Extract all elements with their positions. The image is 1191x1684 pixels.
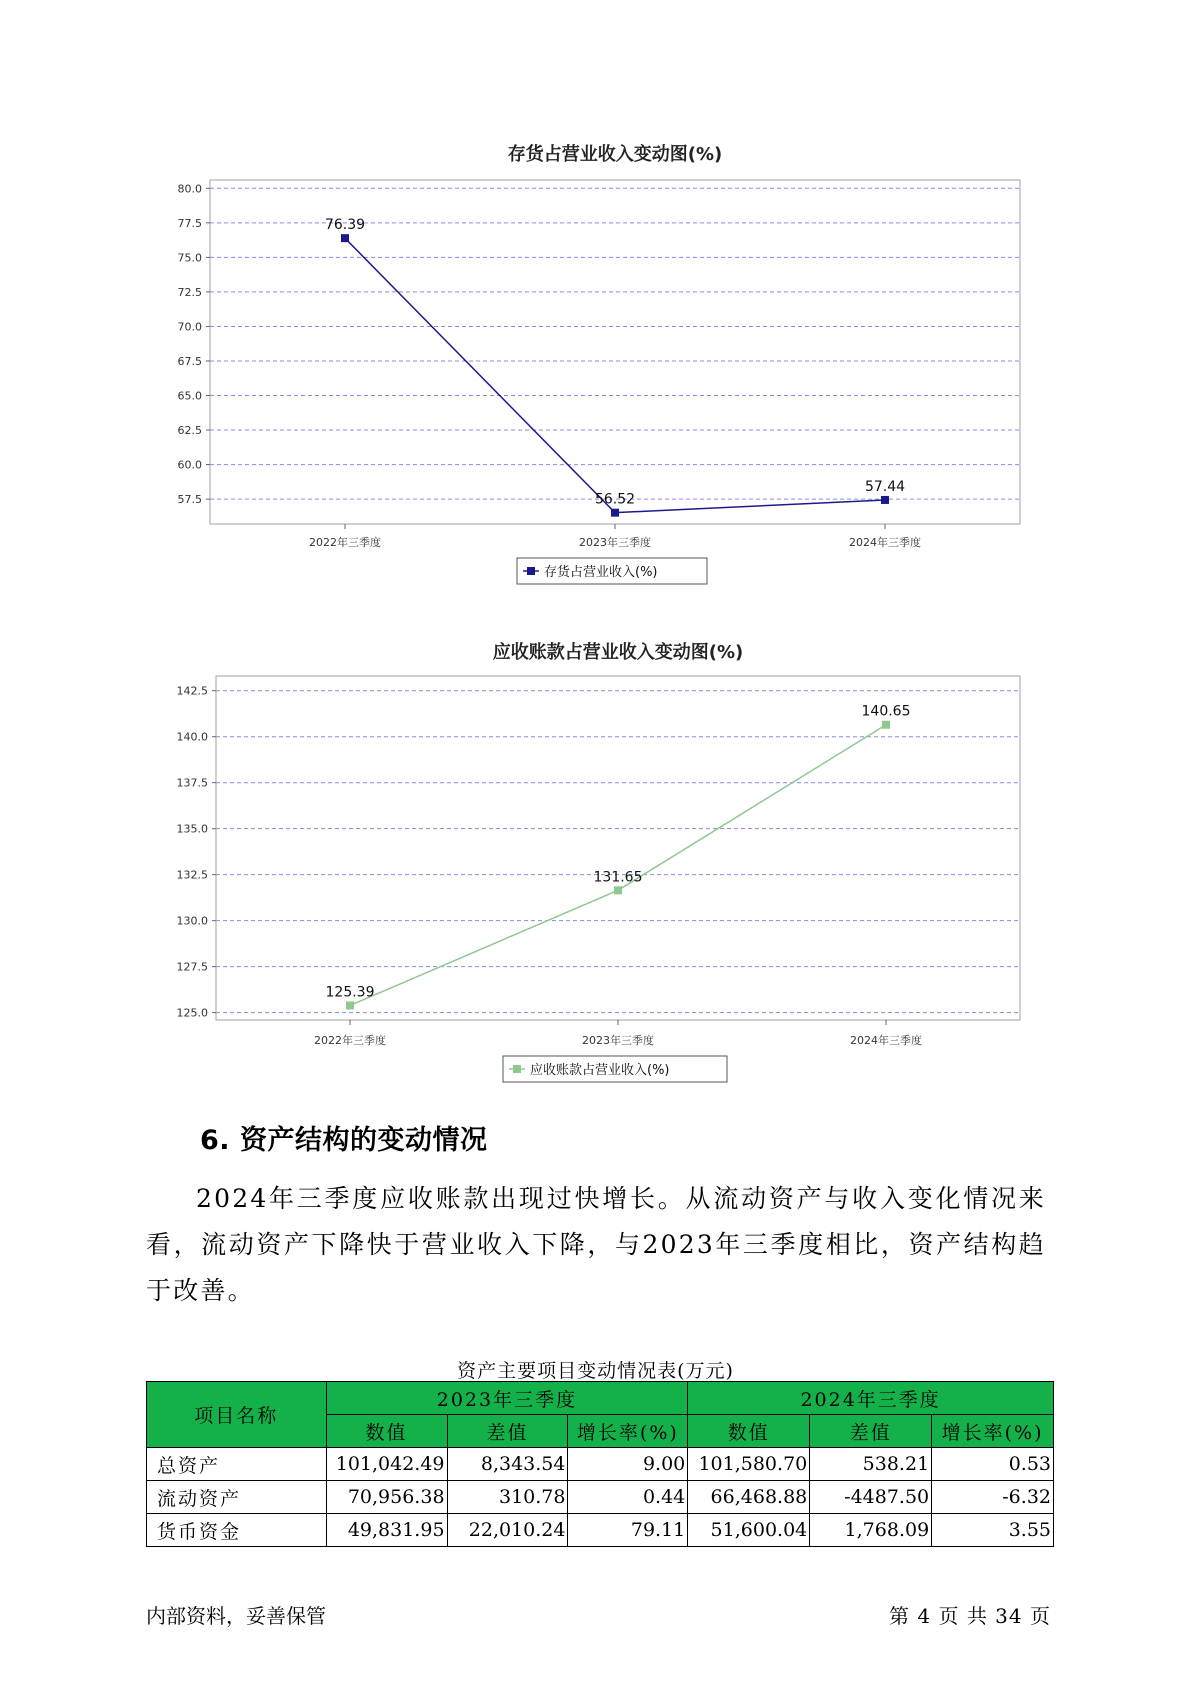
x-tick-label: 2023年三季度 [579, 536, 651, 549]
y-tick-label: 77.5 [177, 216, 202, 230]
y-tick-label: 137.5 [176, 776, 208, 790]
y-tick-label: 127.5 [176, 960, 208, 974]
section-paragraph: 2024年三季度应收账款出现过快增长。从流动资产与收入变化情况来看，流动资产下降快于营业收入下降，与2023年三季度相比，资产结构趋于改善。 [146, 1184, 1046, 1305]
y-tick-label: 132.5 [176, 868, 208, 882]
legend-label: 存货占营业收入(%) [544, 565, 658, 580]
receivables-ratio-chart [0, 630, 1191, 1090]
data-label: 131.65 [593, 869, 643, 886]
cell: -6.32 [932, 1481, 1054, 1514]
y-tick-label: 70.0 [177, 320, 202, 334]
section-heading: 6. 资产结构的变动情况 [200, 1125, 488, 1156]
y-tick-label: 130.0 [176, 914, 208, 928]
table-row [147, 1448, 1054, 1481]
subheader-growth: 增长率(%) [568, 1415, 688, 1448]
data-point [341, 234, 349, 242]
cell: 0.44 [568, 1481, 688, 1514]
y-tick-label: 75.0 [177, 251, 202, 265]
legend-marker [527, 567, 535, 575]
subheader-value: 数值 [326, 1415, 447, 1448]
x-tick-label: 2024年三季度 [850, 1034, 922, 1047]
y-tick-label: 80.0 [177, 182, 202, 196]
data-label: 125.39 [325, 984, 375, 1001]
cell: 9.00 [568, 1448, 688, 1481]
cell: 51,600.04 [688, 1514, 810, 1547]
cell: 79.11 [568, 1514, 688, 1547]
data-label: 76.39 [324, 217, 366, 234]
cell: 1,768.09 [810, 1514, 932, 1547]
x-tick-label: 2022年三季度 [314, 1034, 386, 1047]
cell: 101,042.49 [326, 1448, 447, 1481]
y-tick-label: 135.0 [176, 822, 208, 836]
y-tick-label: 72.5 [177, 285, 202, 299]
row-name: 总资产 [147, 1448, 327, 1481]
asset-change-table [146, 1381, 1054, 1547]
row-name: 货币资金 [147, 1514, 327, 1547]
header-period-2024: 2024年三季度 [688, 1382, 1054, 1415]
data-label: 57.44 [864, 478, 906, 495]
cell: 66,468.88 [688, 1481, 810, 1514]
cell: 70,956.38 [326, 1481, 447, 1514]
cell: 49,831.95 [326, 1514, 447, 1547]
x-tick-label: 2024年三季度 [849, 536, 921, 549]
cell: 8,343.54 [447, 1448, 568, 1481]
table-row [147, 1481, 1054, 1514]
subheader-diff: 差值 [810, 1415, 932, 1448]
legend-label: 应收账款占营业收入(%) [530, 1063, 670, 1078]
cell: 0.53 [932, 1448, 1054, 1481]
footer-page-number: 第 4 页 共 34 页 [889, 1604, 1051, 1628]
data-label: 140.65 [861, 703, 911, 720]
data-point [882, 721, 890, 729]
y-tick-label: 62.5 [177, 424, 202, 438]
inventory-ratio-chart [0, 130, 1191, 580]
subheader-growth: 增长率(%) [932, 1415, 1054, 1448]
subheader-value: 数值 [688, 1415, 810, 1448]
y-tick-label: 57.5 [177, 493, 202, 507]
cell: 101,580.70 [688, 1448, 810, 1481]
cell: -4487.50 [810, 1481, 932, 1514]
y-tick-label: 142.5 [176, 684, 208, 698]
legend-marker [513, 1065, 521, 1073]
cell: 22,010.24 [447, 1514, 568, 1547]
cell: 3.55 [932, 1514, 1054, 1547]
x-tick-label: 2023年三季度 [582, 1034, 654, 1047]
table-row [147, 1514, 1054, 1547]
y-tick-label: 125.0 [176, 1006, 208, 1020]
chart-title: 应收账款占营业收入变动图(%) [492, 642, 744, 663]
data-point [611, 509, 619, 517]
data-point [346, 1001, 354, 1009]
footer-confidential: 内部资料，妥善保管 [146, 1604, 326, 1628]
data-label: 56.52 [594, 491, 636, 508]
y-tick-label: 67.5 [177, 354, 202, 368]
subheader-diff: 差值 [447, 1415, 568, 1448]
header-period-2023: 2023年三季度 [326, 1382, 688, 1415]
inventory-ratio-chart-svg [0, 130, 1191, 580]
y-tick-label: 140.0 [176, 730, 208, 744]
cell: 310.78 [447, 1481, 568, 1514]
table-caption: 资产主要项目变动情况表(万元) [457, 1360, 734, 1382]
x-tick-label: 2022年三季度 [309, 536, 381, 549]
plot-area [216, 676, 1020, 1020]
chart-title: 存货占营业收入变动图(%) [507, 144, 723, 165]
cell: 538.21 [810, 1448, 932, 1481]
receivables-ratio-chart-svg [0, 630, 1191, 1090]
data-point [881, 496, 889, 504]
header-item-name: 项目名称 [147, 1382, 327, 1448]
y-tick-label: 65.0 [177, 389, 202, 403]
y-tick-label: 60.0 [177, 458, 202, 472]
row-name: 流动资产 [147, 1481, 327, 1514]
data-point [614, 886, 622, 894]
